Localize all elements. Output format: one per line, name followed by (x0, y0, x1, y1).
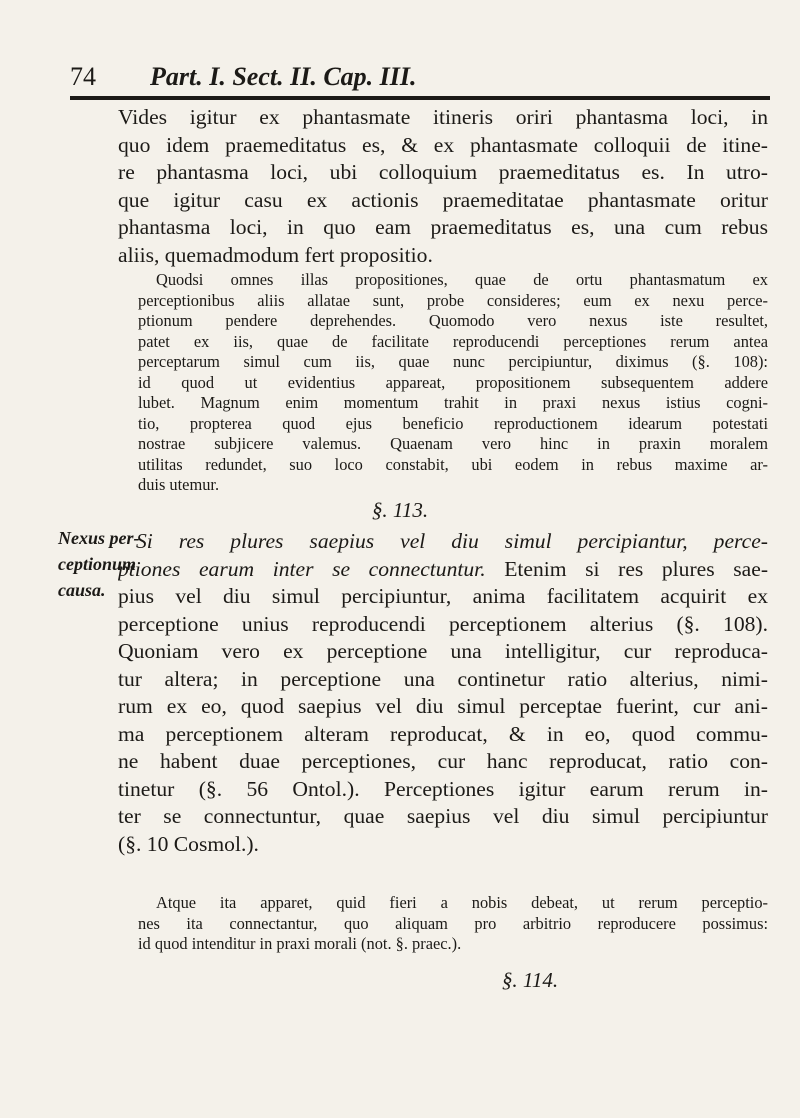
margin-note-line: ceptionum (58, 554, 137, 574)
margin-note-line: Nexus per- (58, 528, 140, 548)
page-header (70, 56, 770, 96)
text-line: ne habent duae perceptiones, cur hanc reproducat, ratio con- (118, 749, 768, 773)
margin-note-line: causa. (58, 580, 106, 600)
text-line: pius vel diu simul percipiuntur, anima facilitatem acquirit ex (118, 584, 768, 608)
note-1 (138, 270, 768, 496)
paragraph-1 (118, 104, 768, 269)
text-line: tur altera; in perceptione una continetur ratio alterius, nimi- (118, 666, 768, 691)
header-rule (70, 96, 770, 100)
text-line: quo idem praemeditatus es, & ex phantasmate colloquii de itine- (118, 132, 768, 157)
note-line: nostrae subjicere valemus. Quaenam vero hinc in praxin moralem (138, 434, 768, 453)
text-line: rum ex eo, quod saepius vel diu simul perceptae fuerint, cur ani- (118, 694, 768, 718)
text-line: re phantasma loci, ubi colloquium praemeditatus es. In utro- (118, 160, 768, 184)
proposition-line: Si res plures saepius vel diu simul percipiantur, perce- (136, 529, 768, 553)
note-line: id quod intenditur in praxi morali (not. §. praec.). (138, 934, 462, 953)
note-line: duis utemur. (138, 475, 220, 494)
text-line: Vides igitur ex phantasmate itineris oriri phantasma loci, in (118, 105, 768, 129)
text-line: phantasma loci, in quo eam praemeditatus es, una cum rebus (118, 215, 768, 239)
paragraph-2 (118, 528, 768, 858)
text-line: Quoniam vero ex perceptione una intelligitur, cur reproduca- (118, 639, 768, 663)
note-line: ptionum pendere deprehendes. Quomodo vero nexus iste resultet, (138, 311, 768, 330)
note-line: lubet. Magnum enim momentum trahit in praxi nexus istius cogni- (138, 393, 768, 412)
text-line: perceptione unius reproducendi perceptionem alterius (§. 108). (118, 611, 768, 636)
demonstration-text: Etenim si res plures sae- (485, 556, 768, 581)
section-number: §. 113. (371, 498, 429, 522)
note-line: perceptionibus aliis allatae sunt, probe consideres; eum ex nexu perce- (138, 290, 768, 310)
note-line: Quodsi omnes illas propositiones, quae de ortu phantasmatum ex (156, 270, 768, 289)
note-line: perceptarum simul cum iis, quae nunc percipiuntur, diximus (§. 108): (138, 352, 768, 371)
proposition-line (118, 556, 768, 584)
text-line: ma perceptionem alteram reproducat, & in eo, quod commu- (118, 721, 768, 746)
note-line: patet ex iis, quae de facilitate reproducendi perceptiones rerum antea (138, 331, 768, 351)
text-line: que igitur casu ex actionis praemeditatae phantasmate oritur (118, 187, 768, 212)
note-line: id quod ut evidentius appareat, propositionem subsequentem addere (138, 372, 768, 392)
note-line: nes ita connectantur, quo aliquam pro arbitrio reproducere possimus: (138, 913, 768, 933)
catchword-section: §. 114. (501, 968, 559, 992)
page-number: 74 (70, 62, 96, 91)
text-line: (§. 10 Cosmol.). (118, 831, 259, 856)
text-line: ter se connectuntur, quae saepius vel diu simul percipiuntur (118, 804, 768, 828)
text-line: aliis, quemadmodum fert propositio. (118, 242, 433, 267)
note-2 (138, 893, 768, 955)
note-line: tio, propterea quod ejus beneficio reproductionem idearum potestati (138, 413, 768, 433)
note-line: Atque ita apparet, quid fieri a nobis debeat, ut rerum perceptio- (156, 893, 768, 912)
text-line: tinetur (§. 56 Ontol.). Perceptiones igitur earum rerum in- (118, 776, 768, 801)
note-line: utilitas redundet, suo loco constabit, ubi eodem in rebus maxime ar- (138, 454, 768, 474)
running-head: Part. I. Sect. II. Cap. III. (150, 62, 417, 91)
proposition-text: ptiones earum inter se connectuntur. (118, 556, 486, 581)
